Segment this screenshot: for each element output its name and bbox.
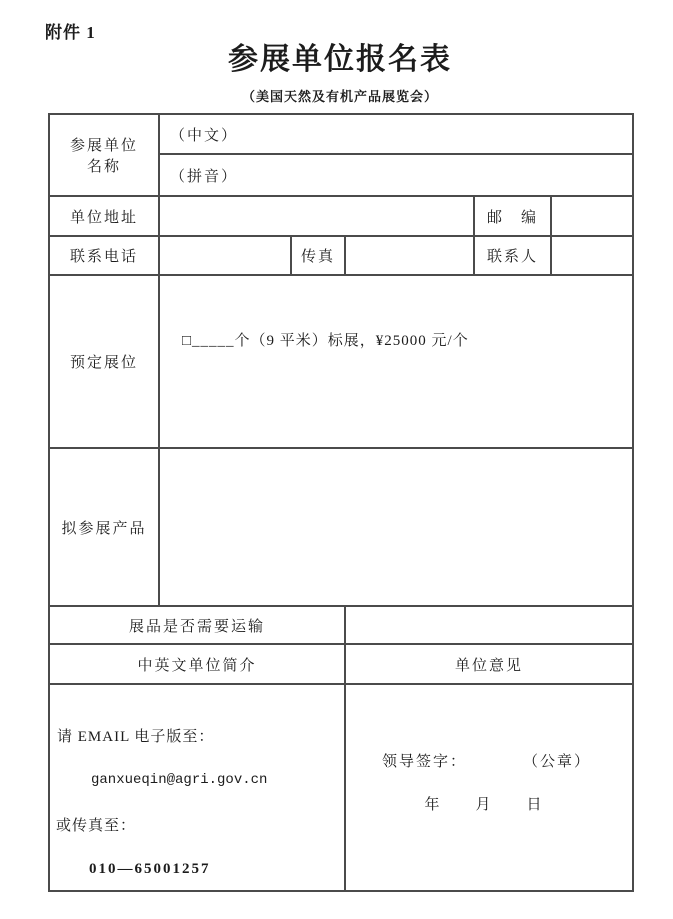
booth-label: 预定展位 [49, 275, 159, 448]
submission-contact-cell [49, 684, 345, 891]
booth-option-text: □_____个（9 平米）标展，¥25000 元/个 [182, 333, 469, 349]
opinion-label: 单位意见 [345, 644, 633, 684]
fax-number: 010—65001257 [89, 861, 211, 877]
registration-table [48, 113, 634, 892]
booth-option-cell [159, 275, 633, 448]
pinyin-label: （拼音） [170, 168, 239, 185]
leader-signature-label: 领导签字： [382, 753, 468, 770]
row-products [49, 448, 633, 606]
phone-label: 联系电话 [49, 236, 159, 275]
unit-name-label-line2: 名称 [86, 159, 121, 175]
email-address: ganxueqin@agri.gov.cn [91, 772, 268, 788]
contact-person-value-cell [551, 236, 633, 275]
postcode-label: 邮 编 [474, 196, 551, 236]
fax-instruction: 或传真至： [56, 818, 137, 834]
page-subtitle: （美国天然及有机产品展览会） [241, 89, 438, 104]
products-label: 拟参展产品 [49, 448, 159, 606]
address-value-cell [159, 196, 474, 236]
row-footer [49, 684, 633, 891]
form-header [48, 42, 632, 105]
email-instruction: 请 EMAIL 电子版至： [57, 729, 215, 745]
date-label: 年 月 日 [424, 796, 544, 813]
official-seal-label: （公章） [523, 753, 592, 770]
attachment-label: 附件 1 [45, 23, 96, 42]
fax-value-cell [345, 236, 474, 275]
products-value-cell [159, 448, 633, 606]
row-booth [49, 275, 633, 448]
unit-name-label-line1: 参展单位 [69, 138, 138, 154]
unit-name-label-cell [49, 114, 159, 196]
phone-value-cell [159, 236, 291, 275]
page-title: 参展单位报名表 [228, 43, 452, 76]
pinyin-name-cell [159, 154, 633, 196]
contact-person-label: 联系人 [474, 236, 551, 275]
address-label: 单位地址 [49, 196, 159, 236]
intro-label: 中英文单位简介 [49, 644, 345, 684]
row-address [49, 196, 633, 236]
fax-label: 传真 [291, 236, 345, 275]
row-intro-opinion [49, 644, 633, 684]
shipping-label: 展品是否需要运输 [49, 606, 345, 644]
signature-cell [345, 684, 633, 891]
row-unit-name-chinese [49, 114, 633, 154]
row-shipping [49, 606, 633, 644]
row-phone [49, 236, 633, 275]
chinese-label: （中文） [170, 127, 239, 144]
chinese-name-cell [159, 114, 633, 154]
postcode-value-cell [551, 196, 633, 236]
shipping-value-cell [345, 606, 633, 644]
